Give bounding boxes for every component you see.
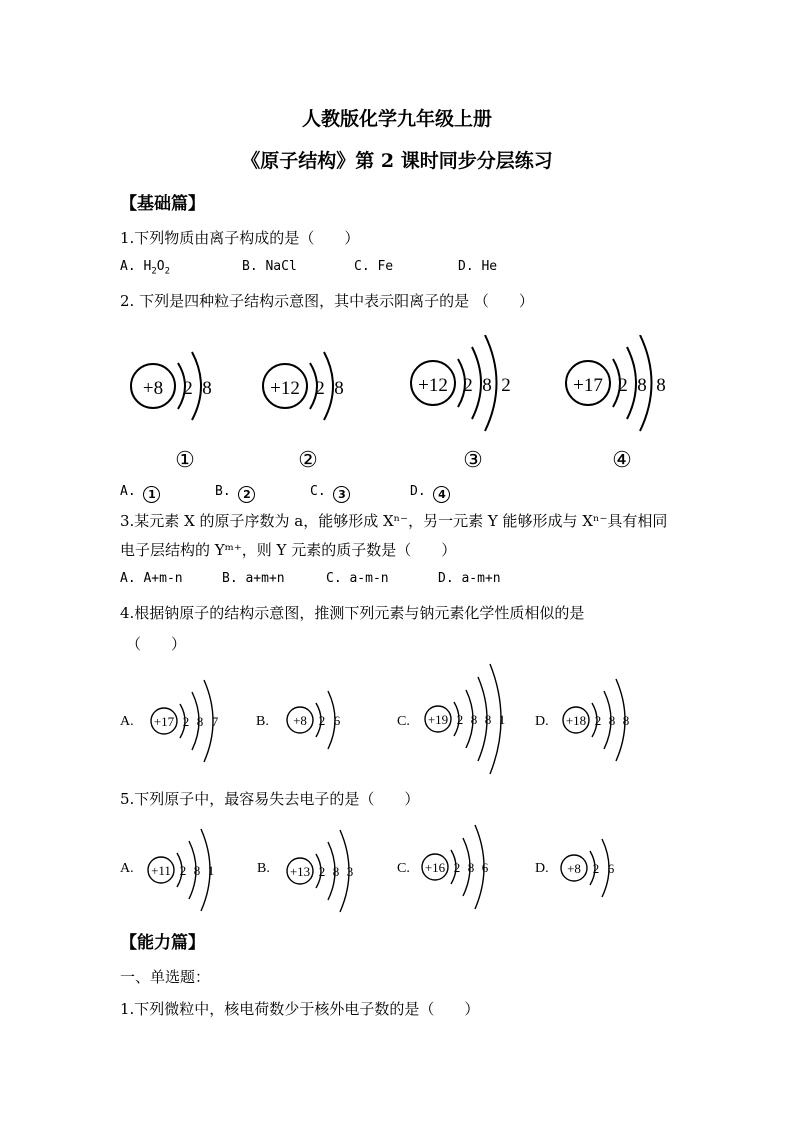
nucleus-charge: +11 (151, 863, 171, 878)
q2-option-c: C. 3 (310, 484, 350, 503)
shell-count: 8 (637, 375, 647, 396)
shell-count: 2 (183, 378, 193, 399)
shell-count: 2 (592, 861, 600, 876)
page-subtitle: 《原子结构》第 2 课时同步分层练习 (241, 150, 553, 172)
q1-option-b: B. NaCl (242, 259, 297, 274)
q2-option-a: A. 1 (120, 484, 160, 503)
single-choice-heading: 一、单选题： (120, 968, 211, 986)
q4-option-b (256, 691, 341, 749)
q1-option-d: D. He (458, 259, 498, 274)
circled-mark: 2 (238, 486, 255, 503)
nucleus-charge: +13 (289, 864, 311, 879)
q1-option-c: C. Fe (354, 259, 394, 274)
q2-diagram-2 (263, 352, 344, 472)
option-letter: B. (257, 861, 270, 876)
shell-count: 2 (182, 714, 190, 729)
q2-diagram-1 (131, 352, 212, 472)
nucleus-charge: +17 (153, 714, 175, 729)
shell-count: 2 (318, 864, 326, 879)
diagram-label: ② (298, 447, 318, 472)
q3-text-line1: 3.某元素 X 的原子序数为 a，能够形成 Xⁿ⁻，另一元素 Y 能够形成与 Xⁿ⁻具有相同 (120, 512, 668, 530)
q2-diagrams (110, 335, 690, 475)
q5-option-b (257, 830, 353, 912)
shell-count: 1 (498, 712, 506, 727)
diagram-label: ④ (612, 447, 632, 472)
q4-text-line1: 4.根据钠原子的结构示意图，推测下列元素与钠元素化学性质相似的是 (120, 604, 585, 622)
shell-count: 2 (453, 860, 461, 875)
shell-count: 8 (467, 860, 475, 875)
shell-arc (627, 347, 636, 419)
nucleus-charge: +8 (567, 861, 581, 876)
q2-diagram-4 (566, 335, 666, 472)
nucleus-charge: +8 (142, 378, 164, 399)
shell-count: 8 (656, 375, 666, 396)
shell-count: 8 (202, 378, 212, 399)
shell-count: 2 (501, 375, 511, 396)
q3-option-a: A. A+m-n (120, 571, 183, 586)
q3-option-b: B. a+m+n (222, 571, 285, 586)
page-title: 人教版化学九年级上册 (301, 108, 492, 130)
q1-option-a: A. $H_2O_2$ (120, 259, 170, 277)
shell-count: 6 (607, 861, 615, 876)
basic-section-heading: 【基础篇】 (120, 194, 205, 214)
circled-mark: 4 (433, 486, 450, 503)
q5-option-a (120, 829, 214, 911)
nucleus-charge: +17 (573, 375, 603, 396)
nucleus-charge: +12 (418, 375, 448, 396)
option-letter: A. (120, 861, 134, 876)
q5-option-d (535, 839, 615, 897)
shell-count: 2 (318, 713, 326, 728)
q2-diagram-3 (411, 335, 511, 472)
option-letter: C. (397, 861, 410, 876)
q5-option-c (397, 825, 489, 909)
shell-arc (192, 352, 201, 420)
option-letter: D. (535, 714, 549, 729)
option-letter: C. (397, 714, 410, 729)
shell-count: 3 (346, 864, 354, 879)
q3-text-line2: 电子层结构的 Yᵐ⁺，则 Y 元素的质子数是（ ） (120, 541, 457, 559)
q5-diagrams (114, 815, 634, 915)
shell-count: 8 (470, 712, 478, 727)
shell-count: 6 (481, 860, 489, 875)
shell-count: 8 (482, 375, 492, 396)
shell-count: 2 (179, 863, 187, 878)
ability-section-heading: 【能力篇】 (120, 933, 205, 953)
q5-text: 5.下列原子中，最容易失去电子的是（ ） (120, 790, 420, 808)
shell-count: 2 (463, 375, 473, 396)
q4-option-d (535, 679, 629, 761)
q2-text: 2. 下列是四种粒子结构示意图，其中表示阳离子的是 （ ） (120, 292, 534, 310)
nucleus-charge: +19 (427, 712, 449, 727)
nucleus-charge: +16 (424, 860, 446, 875)
shell-count: 8 (332, 864, 340, 879)
shell-count: 8 (608, 713, 616, 728)
nucleus-charge: +18 (565, 713, 587, 728)
shell-count: 2 (456, 712, 464, 727)
shell-count: 8 (484, 712, 492, 727)
option-letter: A. (120, 714, 134, 729)
shell-count: 8 (193, 863, 201, 878)
shell-count: 6 (333, 713, 341, 728)
shell-count: 8 (334, 378, 344, 399)
shell-count: 8 (622, 713, 630, 728)
diagram-label: ③ (463, 447, 483, 472)
ability-q1-text: 1.下列微粒中，核电荷数少于核外电子数的是（ ） (120, 1000, 480, 1018)
nucleus-charge: +12 (270, 378, 300, 399)
option-letter: D. (535, 861, 549, 876)
option-letter: B. (256, 714, 269, 729)
q3-option-d: D. a-m+n (438, 571, 501, 586)
shell-count: 1 (207, 863, 215, 878)
q4-option-c (397, 664, 505, 774)
nucleus-charge: +8 (293, 713, 307, 728)
shell-arc (324, 352, 333, 420)
q3-option-c: C. a-m-n (326, 571, 389, 586)
shell-count: 2 (594, 713, 602, 728)
q2-option-d: D. 4 (410, 484, 450, 503)
q4-text-line2: （ ） (126, 635, 187, 653)
q4-diagrams (114, 660, 654, 780)
q4-option-a (120, 680, 219, 762)
shell-arc (472, 347, 481, 419)
shell-count: 2 (315, 378, 325, 399)
circled-mark: 1 (143, 486, 160, 503)
q2-option-b: B. 2 (215, 484, 255, 503)
circled-mark: 3 (333, 486, 350, 503)
shell-count: 8 (196, 714, 204, 729)
shell-count: 7 (211, 714, 219, 729)
shell-count: 2 (618, 375, 628, 396)
diagram-label: ① (175, 447, 195, 472)
q1-text: 1.下列物质由离子构成的是（ ） (120, 229, 360, 247)
